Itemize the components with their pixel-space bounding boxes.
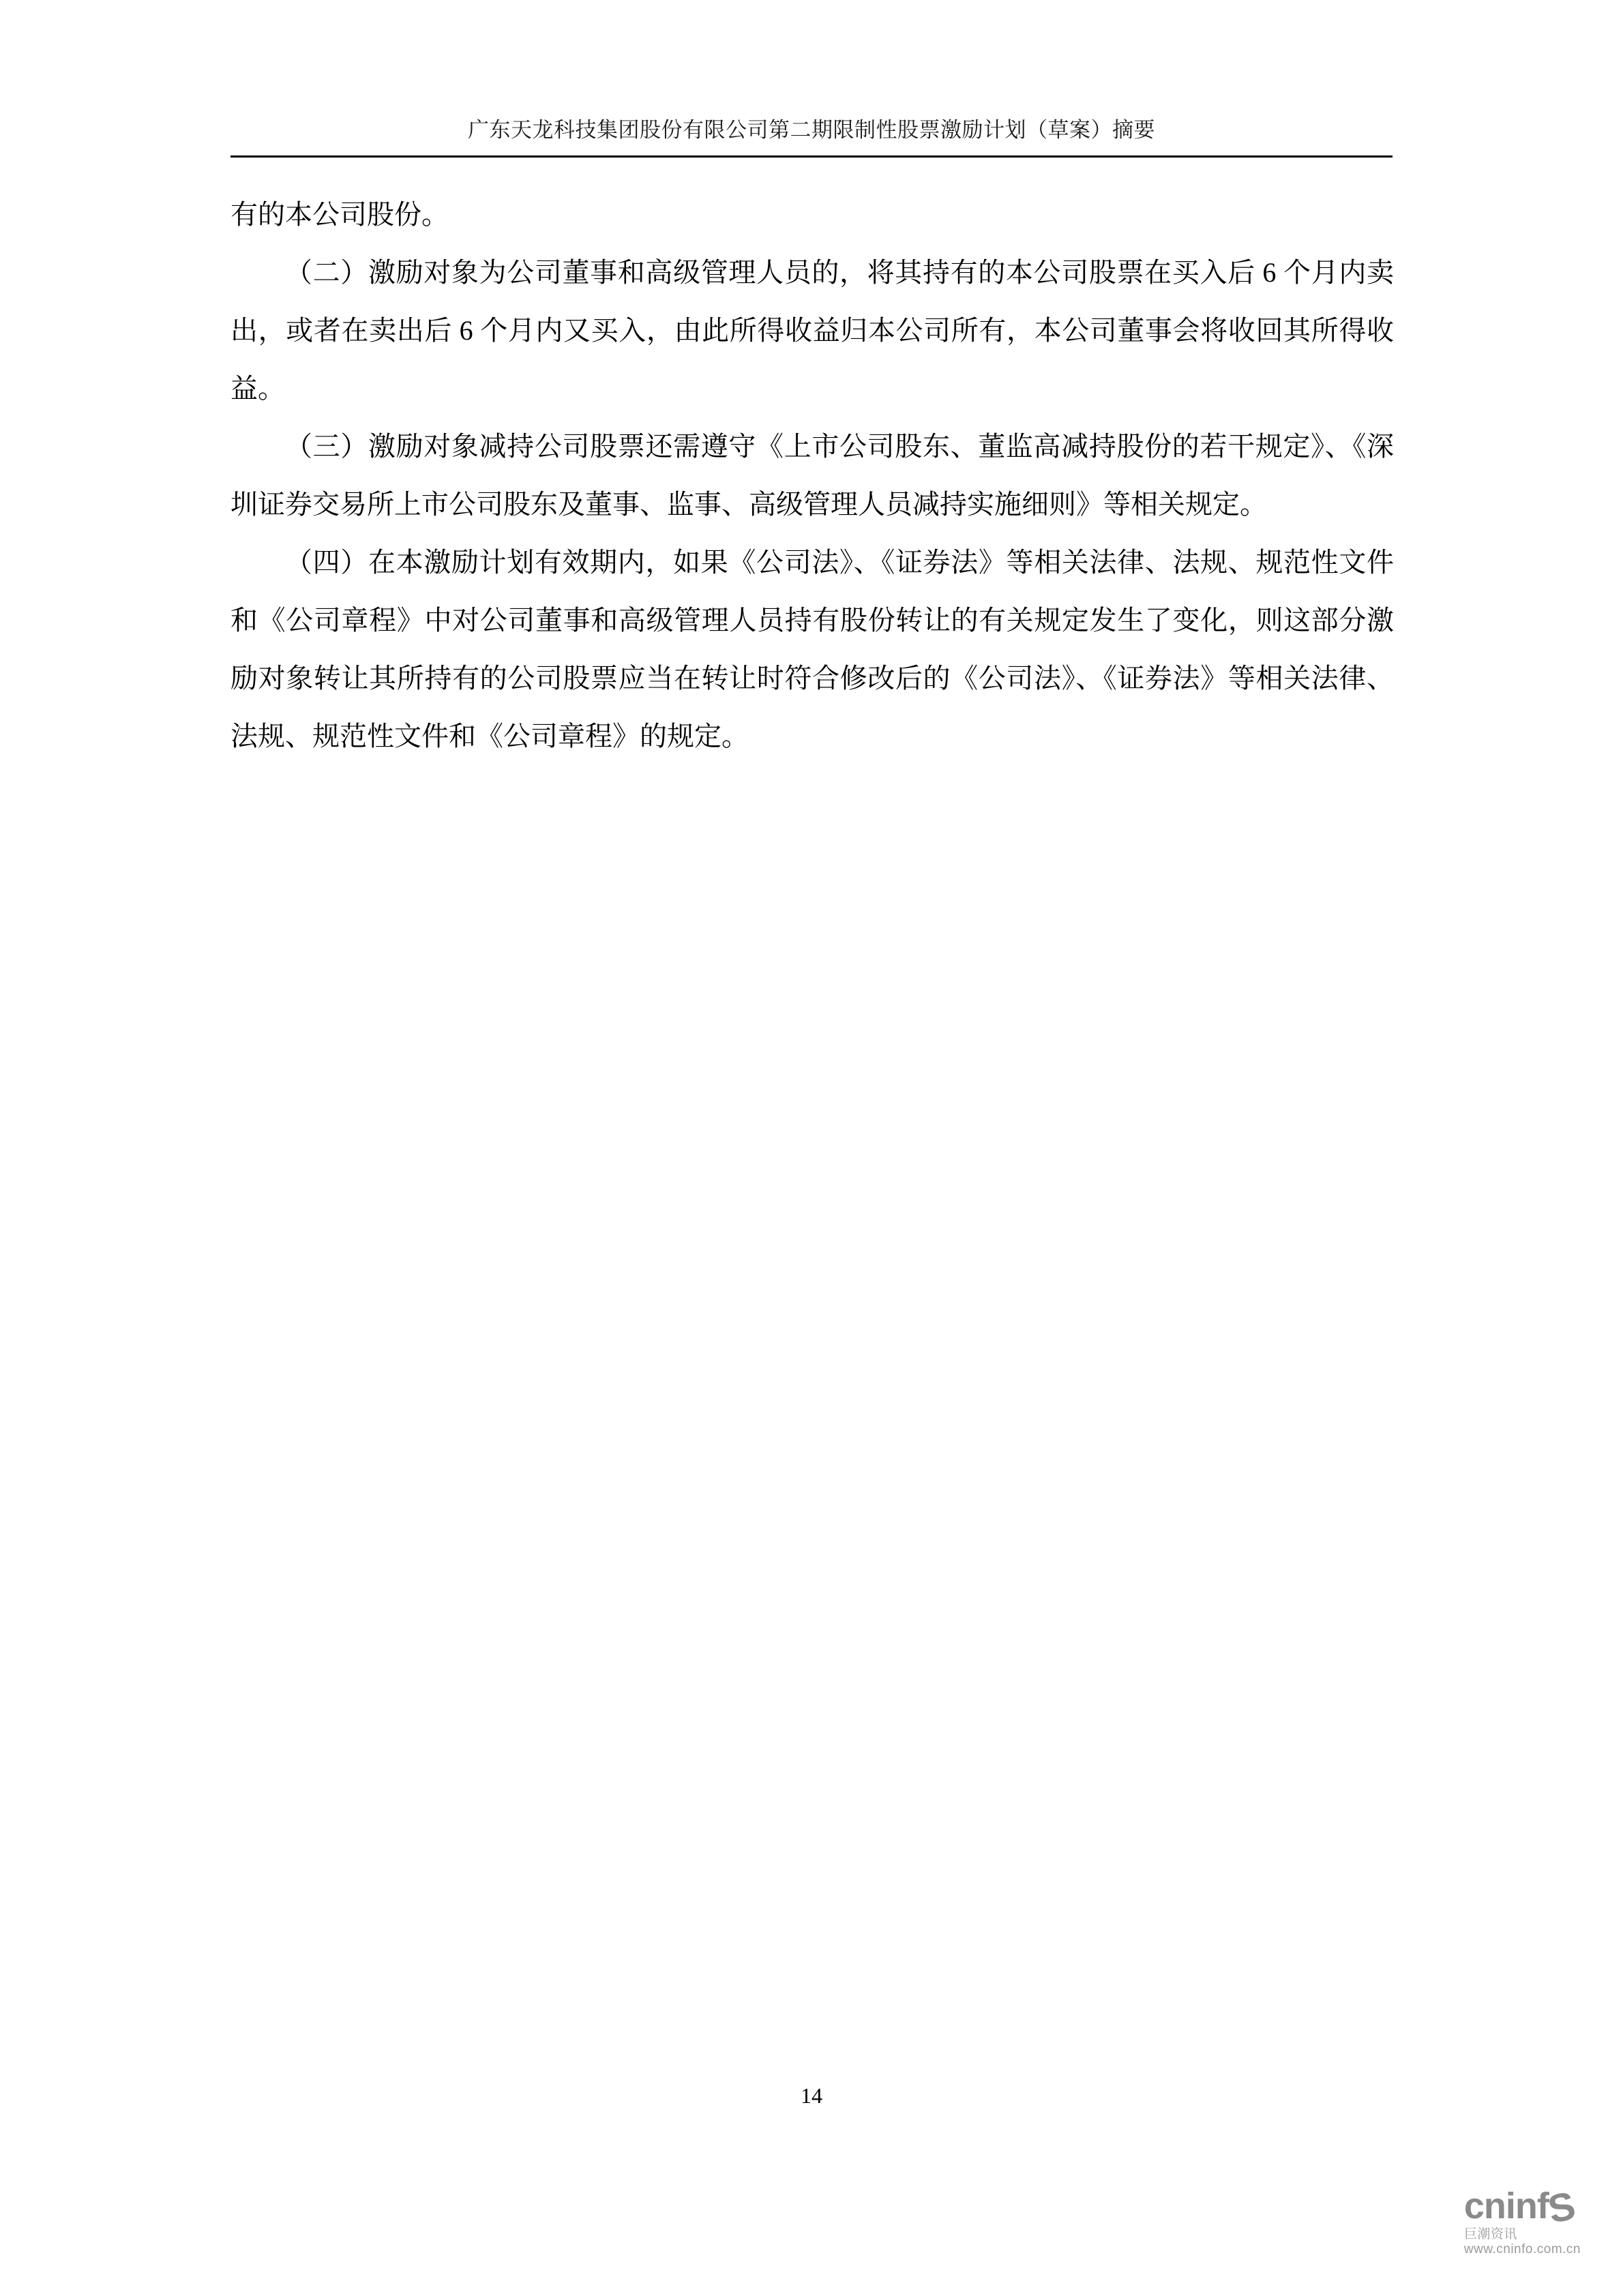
paragraph-item-3: （三）激励对象减持公司股票还需遵守《上市公司股东、董监高减持股份的若干规定》、《深圳证券交易所上市公司股东及董事、监事、高级管理人员减持实施细则》等相关规定。 (230, 431, 1394, 520)
paragraph-item-4: （四）在本激励计划有效期内，如果《公司法》、《证券法》等相关法律、法规、规范性文件和《公司章程》中对公司董事和高级管理人员持有股份转让的有关规定发生了变化，则这部分激励对象转让其所持有的公司股票应当在转让时符合修改后的《公司法》、《证券法》等相关法律、法规、规范性文件和《公司章程》的规定。 (230, 547, 1394, 751)
paragraph-continued: 有的本公司股份。 (230, 199, 449, 230)
paragraph-item-2: （二）激励对象为公司董事和高级管理人员的，将其持有的本公司股票在买入后 6 个月内卖出，或者在卖出后 6 个月内又买入，由此所得收益归本公司所有，本公司董事会将收回其所得收益。 (230, 257, 1394, 404)
cninfo-logo-tail: S (1544, 2183, 1579, 2232)
cninfo-subtitle: 巨潮资讯 (1463, 2227, 1517, 2242)
page-number: 14 (801, 2083, 822, 2108)
document-body (230, 185, 1394, 765)
cninfo-logo-text: cninf (1463, 2185, 1549, 2226)
page-header-title: 广东天龙科技集团股份有限公司第二期限制性股票激励计划（草案）摘要 (468, 118, 1155, 142)
header-divider (230, 155, 1393, 158)
cninfo-watermark (1464, 2183, 1581, 2256)
cninfo-logo (1463, 2183, 1581, 2232)
cninfo-url: www.cninfo.com.cn (1463, 2241, 1581, 2256)
